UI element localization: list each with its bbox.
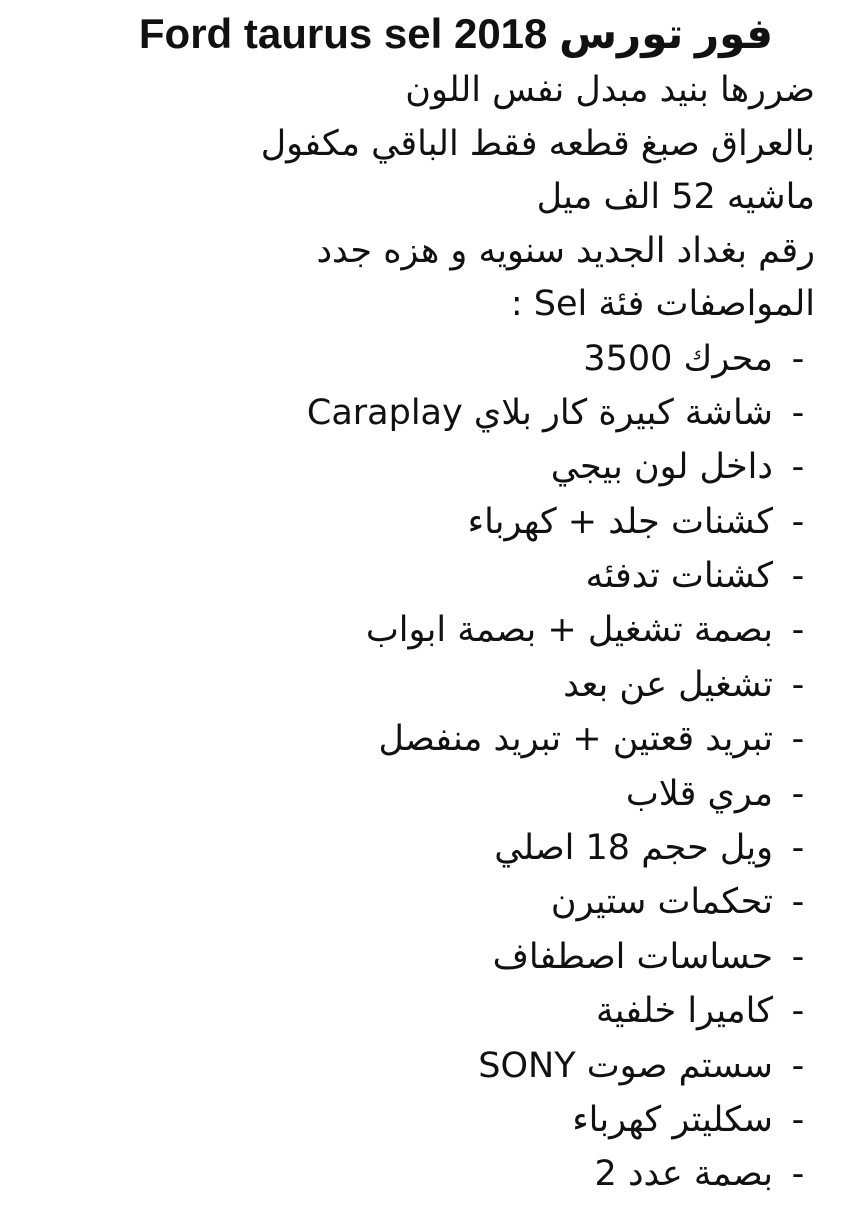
paint-line: بالعراق صبغ قطعه فقط الباقي مكفول: [260, 123, 815, 164]
bullet-dash: -: [791, 338, 805, 379]
bullet-dash: -: [791, 1099, 805, 1140]
bullet-dash: -: [791, 882, 805, 923]
spec-item: [20, 440, 815, 494]
spec-text: تحكمات ستيرن: [550, 882, 773, 923]
mileage-line: ماشيه 52 الف ميل: [536, 177, 815, 217]
spec-text: ويل حجم 18 اصلي: [494, 828, 773, 869]
bullet-dash: -: [791, 828, 805, 869]
spec-text: كشنات جلد + كهرباء: [467, 501, 773, 542]
spec-text: حساسات اصطفاف: [492, 936, 773, 977]
bullet-dash: -: [791, 1154, 805, 1195]
spec-item: [20, 984, 815, 1038]
plate-line: رقم بغداد الجديد سنويه و هزه جدد: [316, 230, 815, 271]
spec-item: [20, 549, 815, 603]
spec-text: كاميرا خلفية: [595, 991, 773, 1032]
spec-text: سكليتر كهرباء: [572, 1099, 773, 1140]
spec-text: تشغيل عن بعد: [563, 664, 773, 705]
bullet-dash: -: [791, 447, 805, 488]
spec-item: [20, 386, 815, 440]
bullet-dash: -: [791, 936, 805, 977]
bullet-dash: -: [791, 1045, 805, 1086]
spec-item: [20, 875, 815, 929]
specs-heading: المواصفات فئة Sel :: [510, 284, 815, 324]
spec-text: داخل لون بيجي: [550, 447, 773, 488]
damage-line: ضررها بنيد مبدل نفس اللون: [405, 70, 815, 110]
spec-item: [20, 1039, 815, 1093]
spec-item: [20, 767, 815, 821]
spec-item: [20, 930, 815, 984]
spec-text: كشنات تدفئه: [585, 556, 773, 597]
spec-text: مري قلاب: [625, 773, 773, 814]
bullet-dash: -: [791, 610, 805, 651]
spec-text: بصمة تشغيل + بصمة ابواب: [365, 610, 773, 651]
bullet-dash: -: [791, 501, 805, 542]
bullet-dash: -: [791, 773, 805, 814]
spec-item: [20, 1093, 815, 1147]
spec-item: [20, 495, 815, 549]
spec-item: [20, 1147, 815, 1201]
bullet-dash: -: [791, 392, 805, 433]
spec-list: [20, 332, 815, 1202]
spec-text: تبريد قعتين + تبريد منفصل: [378, 719, 773, 760]
spec-text: سستم صوت SONY: [478, 1045, 773, 1086]
spec-item: [20, 603, 815, 657]
spec-text: شاشة كبيرة كار بلاي Caraplay: [306, 392, 773, 433]
spec-text: محرك 3500: [583, 338, 773, 379]
spec-item: [20, 658, 815, 712]
spec-item: [20, 712, 815, 766]
bullet-dash: -: [791, 556, 805, 597]
bullet-dash: -: [791, 664, 805, 705]
bullet-dash: -: [791, 719, 805, 760]
bullet-dash: -: [791, 991, 805, 1032]
spec-item: [20, 332, 815, 386]
listing-title: Ford taurus sel 2018 فور تورس: [138, 10, 773, 57]
intro-block: [20, 64, 815, 332]
spec-text: بصمة عدد 2: [594, 1154, 773, 1195]
spec-item: [20, 821, 815, 875]
